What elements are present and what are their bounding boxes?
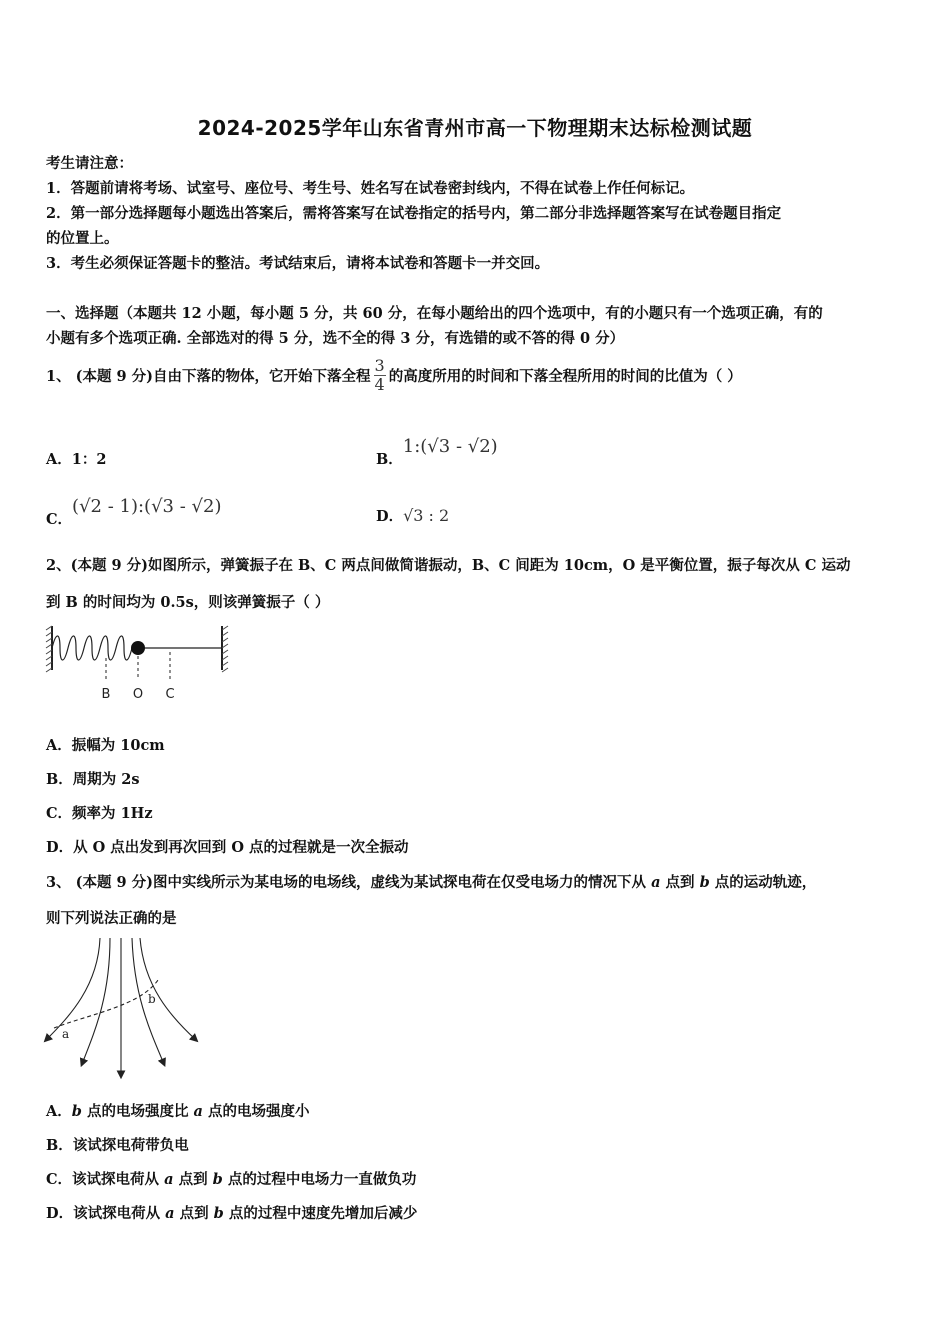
q1-option-b-label: B．: [376, 451, 403, 468]
q3-option-a-var-a: a: [193, 1103, 203, 1120]
q1-option-a-label: A．: [46, 451, 72, 468]
question-2-line2: 到 B 的时间均为 0.5s，则该弹簧振子（ ）: [46, 594, 330, 611]
oscillator-mass: [131, 641, 145, 655]
q3-option-b: B．该试探电荷带负电: [46, 1137, 189, 1154]
point-b-label: b: [148, 992, 156, 1006]
q3-option-a-text-2: 点的电场强度小: [202, 1103, 310, 1120]
q3-option-c-text-1: 该试探电荷从: [72, 1171, 165, 1188]
q3-option-a-text-1: 点的电场强度比: [81, 1103, 194, 1120]
q3-option-c: [46, 1168, 416, 1189]
q1-option-c-label: C．: [46, 511, 73, 528]
q2-option-b: B．周期为 2s: [46, 771, 140, 788]
section-header-line2: 小题有多个选项正确. 全部选对的得 5 分，选不全的得 3 分，有选错的或不答的得 0 分）: [46, 330, 625, 347]
q3-option-d-var-b: b: [213, 1205, 224, 1222]
q3-option-a-label: A．: [46, 1103, 72, 1120]
q1-option-c-math: (√2 - 1):(√3 - √2): [72, 496, 222, 517]
q1-option-a: [46, 448, 106, 469]
q1-option-b: [376, 436, 498, 468]
notice-item-1: 1．答题前请将考场、试室号、座位号、考生号、姓名写在试卷密封线内，不得在试卷上作任何标记。: [46, 180, 695, 197]
q3-option-d-text-3: 点的过程中速度先增加后减少: [223, 1205, 418, 1222]
q3-option-c-var-b: b: [212, 1171, 223, 1188]
fraction-numerator: 3: [374, 355, 385, 375]
q3-option-d-var-a: a: [165, 1205, 175, 1222]
spring-oscillator-figure: [44, 622, 234, 704]
notice-item-2-cont: 的位置上。: [46, 230, 119, 247]
spring-icon: [52, 636, 132, 660]
q3-option-d-label: D．: [46, 1205, 74, 1222]
q3-option-a-var-b: b: [71, 1103, 82, 1120]
q1-option-c: [46, 496, 222, 528]
q1-option-d: [376, 505, 449, 526]
question-3-line2: 则下列说法正确的是: [46, 910, 177, 927]
electric-field-figure: [40, 936, 210, 1086]
q3-option-d-text-2: 点到: [174, 1205, 214, 1222]
q3-option-c-text-2: 点到: [173, 1171, 213, 1188]
fraction-three-quarters: [374, 357, 386, 394]
fraction-denominator: 4: [374, 374, 385, 394]
q3-option-c-text-3: 点的过程中电场力一直做负功: [222, 1171, 417, 1188]
point-a-label: a: [62, 1027, 70, 1041]
question-1-stem: [46, 352, 742, 398]
notice-item-2: 2．第一部分选择题每小题选出答案后，需将答案写在试卷指定的括号内，第二部分非选择题答案写在试卷题目指定: [46, 205, 782, 222]
label-c: C: [165, 687, 175, 702]
label-o: O: [132, 687, 144, 702]
q1-option-a-text: 1：2: [71, 451, 107, 468]
q3-option-d: [46, 1202, 417, 1223]
question-1-suffix: 的高度所用的时间和下落全程所用的时间的比值为（ ）: [388, 367, 742, 385]
field-line-2: [82, 938, 110, 1064]
field-line-1: [46, 938, 100, 1040]
section-header-line1: 一、选择题（本题共 12 小题，每小题 5 分，共 60 分，在每小题给出的四个选项中，有的小题只有一个选项正确，有的: [46, 305, 823, 322]
q3-option-d-text-1: 该试探电荷从: [73, 1205, 166, 1222]
q3-option-c-label: C．: [46, 1171, 73, 1188]
label-b: B: [101, 687, 111, 702]
q2-option-c: C．频率为 1Hz: [46, 805, 153, 822]
q3-text-1: 3、 (本题 9 分)图中实线所示为某电场的电场线，虚线为某试探电荷在仅受电场力的情况下从: [46, 874, 652, 891]
question-2-line1: 2、(本题 9 分)如图所示，弹簧振子在 B、C 两点间做简谐振动，B、C 间距为 10cm，O 是平衡位置，振子每次从 C 运动: [46, 557, 851, 574]
q2-option-d: D．从 O 点出发到再次回到 O 点的过程就是一次全振动: [46, 839, 409, 856]
q2-option-a: A．振幅为 10cm: [46, 737, 165, 754]
q3-var-b: b: [699, 874, 710, 891]
notice-heading: 考生请注意：: [46, 155, 133, 172]
page-title: 2024-2025学年山东省青州市高一下物理期末达标检测试题: [197, 116, 753, 140]
question-3-line1: [46, 871, 816, 892]
q3-option-c-var-a: a: [164, 1171, 174, 1188]
q3-option-a: [46, 1100, 309, 1121]
notice-item-3: 3．考生必须保证答题卡的整洁。考试结束后，请将本试卷和答题卡一并交回。: [46, 255, 550, 272]
q1-option-b-math: 1:(√3 - √2): [402, 436, 498, 457]
q3-var-a: a: [651, 874, 661, 891]
q3-text-3: 点的运动轨迹，: [709, 874, 817, 891]
question-1-prefix: 1、 (本题 9 分)自由下落的物体，它开始下落全程: [46, 367, 371, 385]
q1-option-d-label: D．: [376, 508, 404, 525]
q3-text-2: 点到: [660, 874, 700, 891]
q1-option-d-math: √3 : 2: [403, 506, 450, 525]
